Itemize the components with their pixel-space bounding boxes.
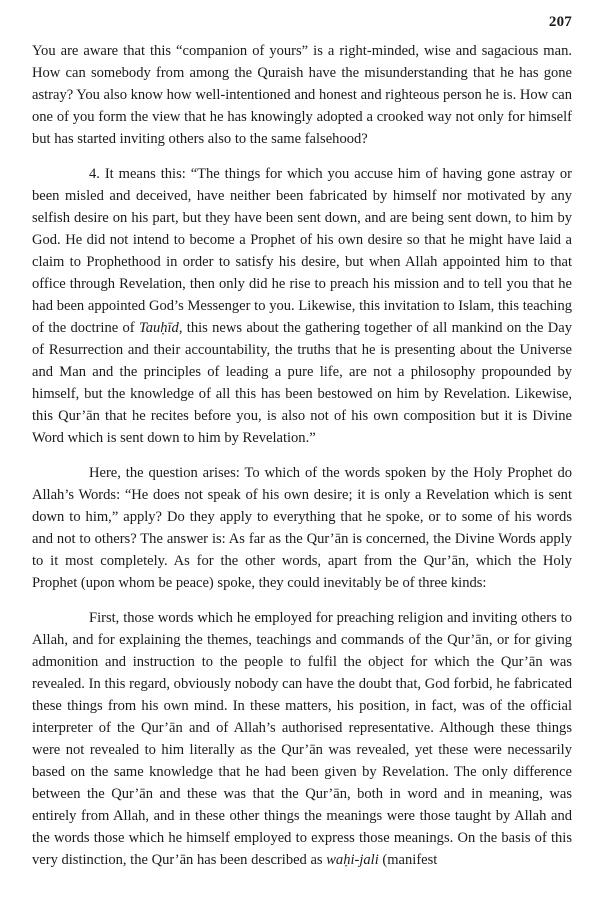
paragraph-1: [32, 40, 572, 150]
paragraph-2: [32, 163, 572, 449]
paragraph-2-text-a: 4. It means this: “The things for which you accuse him of having gone astray or been misled and deceived, have neither been fabricated by himself nor motivated by any selfish desire on his part, but they have been sent down, and are being sent down, to him by God. He did not intend to become a Prophet of his own desire so that he might have laid a claim to Prophethood in order to satisfy his desire, but when Allah appointed him to that office through Revelation, then only did he rise to preach his mission and to tell you that he had been appointed God’s Messenger to you. Likewise, this invitation to Islam, this teaching of the doctrine of: [32, 166, 572, 336]
paragraph-4: [32, 607, 572, 871]
paragraph-1-text: You are aware that this “companion of yours” is a right-minded, wise and sagacious man. How can somebody from among the Quraish have the misunderstanding that he has gone astray? You also know how well-intentioned and honest and righteous person he is. How can one of you form the view that he has knowingly adopted a crooked way not only for himself but has started inviting others also to the same falsehood?: [32, 43, 572, 147]
page-number: 207: [548, 14, 572, 30]
paragraph-3-text: Here, the question arises: To which of the words spoken by the Holy Prophet do Allah’s Words: “He does not speak of his own desire; it is only a Revelation which is sent down to him,” apply? Do they apply to everything that he spoke, or to some of his words and not to others? The answer is: As far as the Qur’ān is concerned, the Divine Words apply to it most completely. As for the other words, apart from the Qur’ān, which the Holy Prophet (upon whom be peace) spoke, they could inevitably be of three kinds:: [32, 465, 572, 591]
paragraph-2-text-b: , this news about the gathering together of all mankind on the Day of Resurrection and their accountability, the truths that he is presenting about the Universe and Man and the principles of leading a pure life, are not a philosophy propounded by himself, but the knowledge of all this has been bestowed on him by Revelation. Likewise, this Qur’ān that he recites before you, is also not of his own composition but it is Divine Word which is sent down to him by Revelation.”: [32, 320, 572, 446]
paragraph-3: [32, 462, 572, 594]
wahi-jali-term: waḥi-jali: [326, 852, 379, 868]
paragraph-4-text-a: First, those words which he employed for preaching religion and inviting others to Allah, and for explaining the themes, teachings and commands of the Qur’ān, or for giving admonition and instruction to the people to fulfil the object for which the Qur’ān was revealed. In this regard, obviously nobody can have the doubt that, God forbid, he fabricated these things from his own mind. In these matters, his position, in fact, was of the official interpreter of the Qur’ān and of Allah’s authorised representative. Although these things were not revealed to him literally as the Qur’ān was revealed, yet these were necessarily based on the same knowledge that he had been given by Revelation. The only difference between the Qur’ān and these was that the Qur’ān, both in word and in meaning, was entirely from Allah, and in these other things the meanings were those taught by Allah and the words those which he himself employed to express those meanings. On the basis of this very distinction, the Qur’ān has been described as: [32, 610, 572, 868]
body-text: [32, 40, 572, 884]
tauhid-term: Tauḥīd: [138, 320, 179, 336]
paragraph-4-text-b: (manifest: [378, 852, 438, 868]
